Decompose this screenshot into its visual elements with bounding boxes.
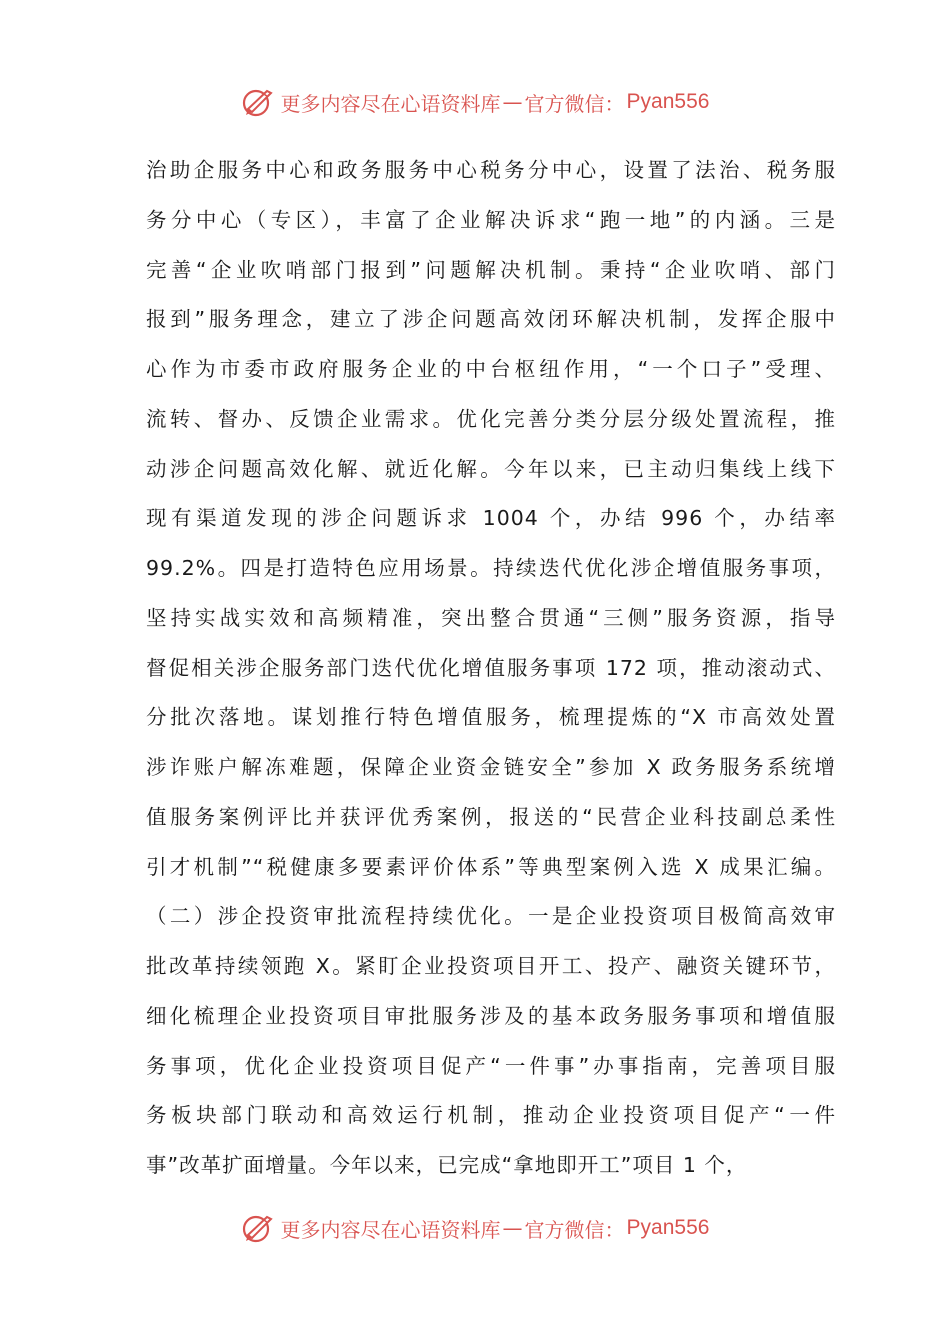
body-line: 99.2%。四是打造特色应用场景。持续迭代优化涉企增值服务事项，	[146, 556, 836, 580]
body-line: 细化梳理企业投资项目审批服务涉及的基本政务服务事项和增值服	[146, 1003, 836, 1028]
body-line: 事”改革扩面增量。今年以来，已完成“拿地即开工”项目 1 个，	[146, 1153, 748, 1177]
wechat-label: 官方微信：	[524, 1217, 625, 1242]
header-banner	[0, 82, 950, 122]
body-line: 分批次落地。谋划推行特色增值服务，梳理提炼的“X 市高效处置	[146, 705, 836, 730]
pen-logo-icon	[241, 85, 275, 119]
body-line: 务分中心（专区），丰富了企业解决诉求“跑一地”的内涵。三是	[146, 207, 836, 232]
promo-text: 更多内容尽在心语资料库	[280, 1217, 501, 1242]
body-line: 务事项，优化企业投资项目促产“一件事”办事指南，完善项目服	[146, 1053, 836, 1078]
body-line: 心作为市委市政府服务企业的中台枢纽作用，“一个口子”受理、	[146, 357, 836, 381]
footer-banner	[0, 1208, 950, 1248]
body-line: 批改革持续领跑 X。紧盯企业投资项目开工、投产、融资关键环节，	[146, 954, 836, 978]
body-line: 值服务案例评比并获评优秀案例，报送的“民营企业科技副总柔性	[146, 804, 836, 829]
body-line: 现有渠道发现的涉企问题诉求 1004 个，办结 996 个，办结率	[146, 506, 836, 531]
document-body	[146, 146, 836, 1191]
wechat-id: Pyan556	[626, 90, 710, 113]
body-line: 涉诈账户解冻难题，保障企业资金链安全”参加 X 政务服务系统增	[146, 755, 836, 779]
body-line: 流转、督办、反馈企业需求。优化完善分类分层分级处置流程，推	[146, 406, 836, 431]
body-line: 治助企服务中心和政务服务中心税务分中心，设置了法治、税务服	[146, 158, 836, 182]
separator: —	[502, 90, 523, 114]
separator: —	[502, 1216, 523, 1240]
body-line: （二）涉企投资审批流程持续优化。一是企业投资项目极简高效审	[146, 904, 836, 929]
body-line: 动涉企问题高效化解、就近化解。今年以来，已主动归集线上线下	[146, 456, 836, 481]
body-line: 完善“企业吹哨部门报到”问题解决机制。秉持“企业吹哨、部门	[146, 257, 836, 282]
wechat-label: 官方微信：	[524, 91, 625, 116]
body-line: 务板块部门联动和高效运行机制，推动企业投资项目促产“一件	[146, 1103, 836, 1128]
body-line: 报到”服务理念，建立了涉企问题高效闭环解决机制，发挥企服中	[146, 307, 836, 332]
body-line: 引才机制”“税健康多要素评价体系”等典型案例入选 X 成果汇编。	[146, 854, 836, 879]
body-line: 督促相关涉企服务部门迭代优化增值服务事项 172 项，推动滚动式、	[146, 655, 836, 680]
body-line: 坚持实战实效和高频精准，突出整合贯通“三侧”服务资源，指导	[146, 605, 836, 630]
pen-logo-icon	[241, 1211, 275, 1245]
promo-text: 更多内容尽在心语资料库	[280, 91, 501, 116]
wechat-id: Pyan556	[626, 1216, 710, 1239]
